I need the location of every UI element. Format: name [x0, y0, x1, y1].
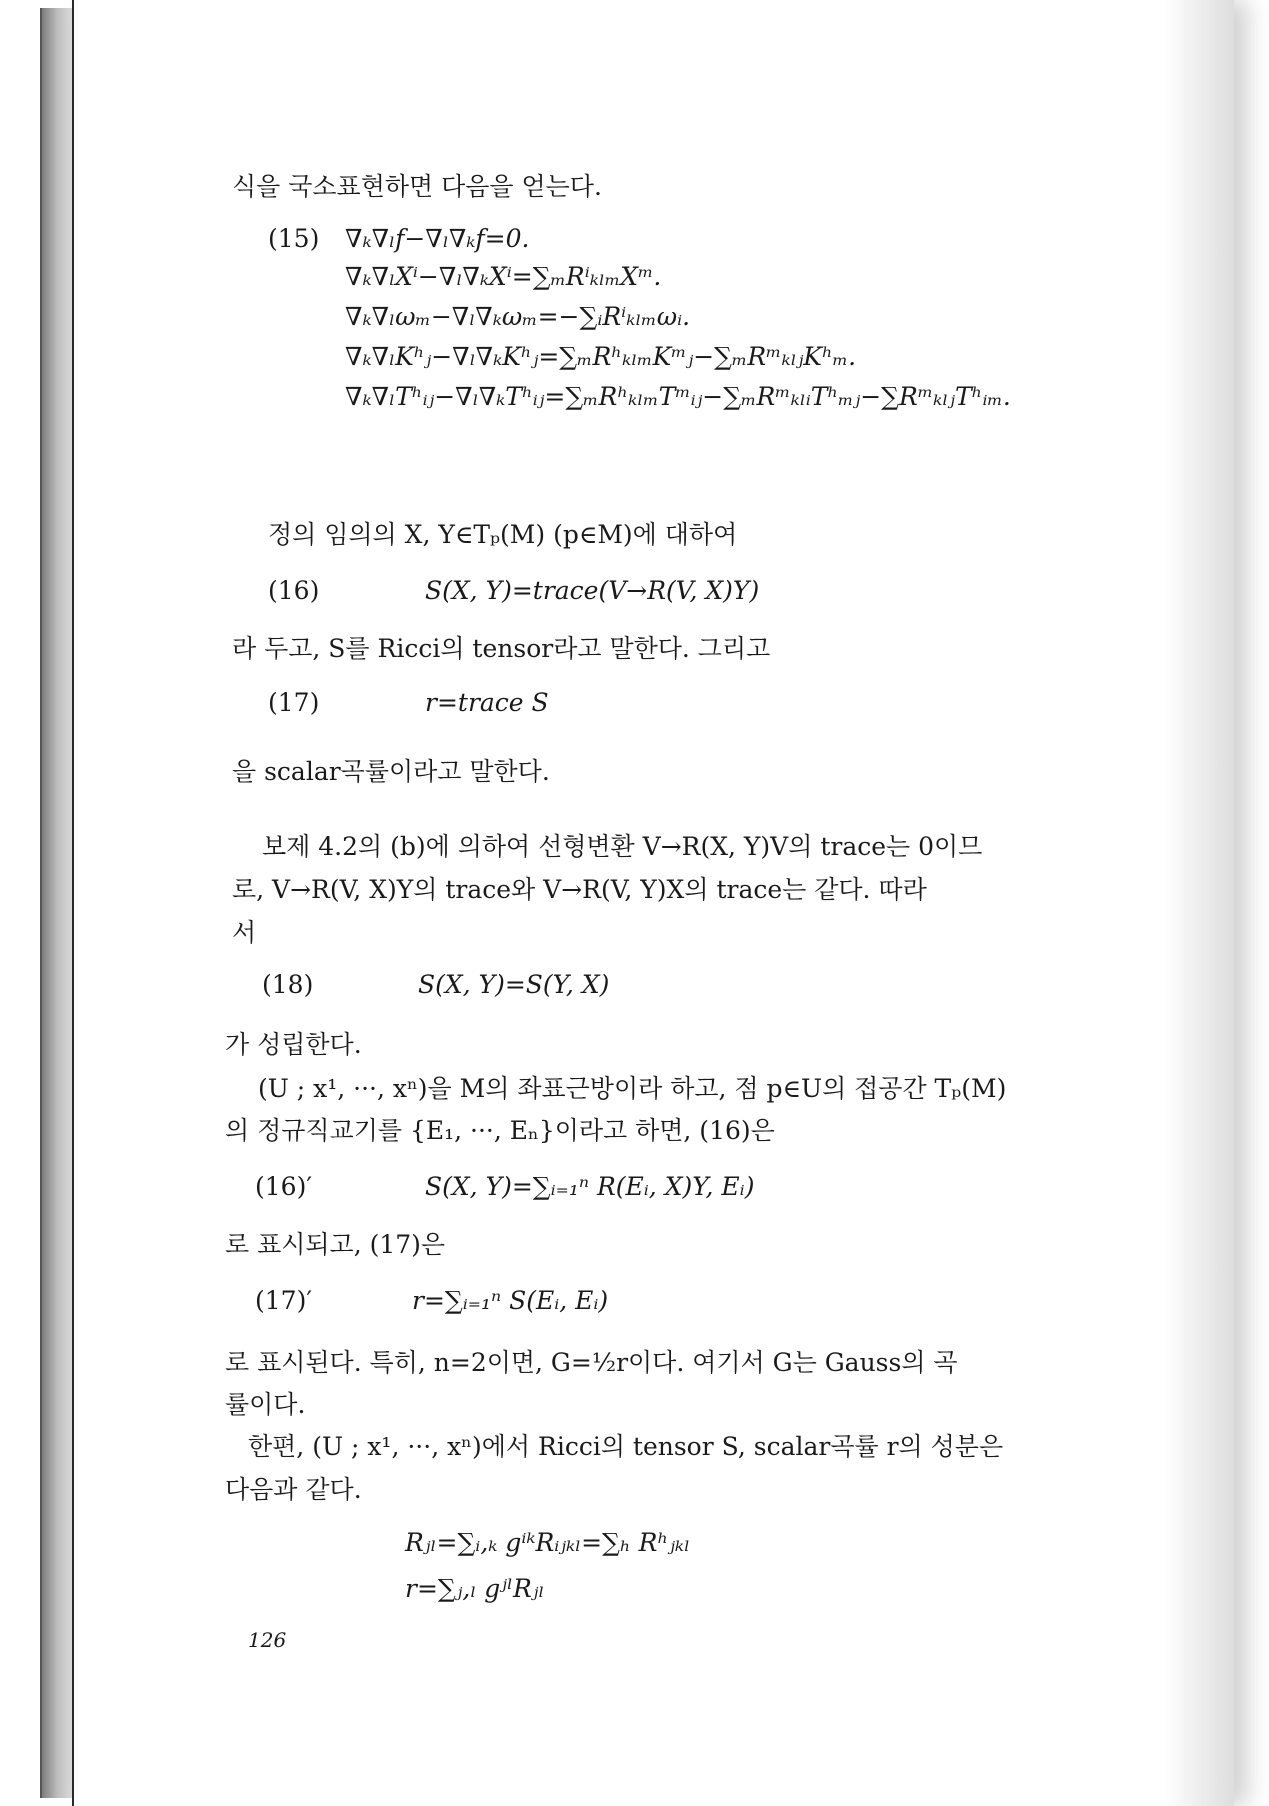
eq17-label: (17) [268, 688, 320, 717]
eq18-label: (18) [262, 970, 314, 999]
para2-line2: 의 정규직교기를 {E₁, ···, Eₙ}이라고 하면, (16)은 [225, 1116, 775, 1145]
para3-line1: 로 표시된다. 특히, n=2이면, G=½r이다. 여기서 G는 Gauss의 곡 [225, 1348, 958, 1377]
eq17p-label: (17)′ [255, 1286, 312, 1315]
para1-line1: 보제 4.2의 (b)에 의하여 선형변환 V→R(X, Y)V의 trace는 0이므 [262, 832, 983, 861]
ricci-line: 라 두고, S를 Ricci의 tensor라고 말한다. 그리고 [232, 634, 771, 663]
para4-line1: 한편, (U ; x¹, ···, xⁿ)에서 Ricci의 tensor S, scalar곡률 r의 성분은 [248, 1432, 1004, 1461]
definition-line: 정의 임의의 X, Y∈Tₚ(M) (p∈M)에 대하여 [268, 520, 738, 549]
para1-line3: 서 [232, 918, 257, 947]
eq18-formula: S(X, Y)=S(Y, X) [418, 970, 610, 999]
eq15-label: (15) [268, 224, 320, 253]
eq15-line1: ∇ₖ∇ₗf−∇ₗ∇ₖf=0. [345, 224, 530, 253]
eq15-line4: ∇ₖ∇ₗKʰⱼ−∇ₗ∇ₖKʰⱼ=∑ₘRʰₖₗₘKᵐⱼ−∑ₘRᵐₖₗⱼKʰₘ. [345, 342, 857, 371]
intro-line: 식을 국소표현하면 다음을 얻는다. [232, 172, 602, 201]
eq15-line5: ∇ₖ∇ₗTʰᵢⱼ−∇ₗ∇ₖTʰᵢⱼ=∑ₘRʰₖₗₘTᵐᵢⱼ−∑ₘRᵐₖₗᵢTʰₘⱼ−∑RᵐₖₗⱼTʰᵢₘ. [345, 382, 1011, 411]
page-number: 126 [248, 1628, 287, 1652]
para3-line2: 률이다. [225, 1390, 306, 1419]
scalar-line: 을 scalar곡률이라고 말한다. [232, 757, 550, 786]
final-eq-ricci: Rⱼₗ=∑ᵢ,ₖ gⁱᵏRᵢⱼₖₗ=∑ₕ Rʰⱼₖₗ [405, 1528, 691, 1557]
eq16-formula: S(X, Y)=trace(V→R(V, X)Y) [425, 576, 760, 605]
eq17-formula: r=trace S [425, 688, 549, 717]
final-eq-scalar: r=∑ⱼ,ₗ gʲˡRⱼₗ [405, 1574, 545, 1603]
eq15-line2: ∇ₖ∇ₗXⁱ−∇ₗ∇ₖXⁱ=∑ₘRⁱₖₗₘXᵐ. [345, 262, 662, 291]
holds-line: 가 성립한다. [225, 1030, 362, 1059]
eq16-label: (16) [268, 576, 320, 605]
eq15-line3: ∇ₖ∇ₗωₘ−∇ₗ∇ₖωₘ=−∑ᵢRⁱₖₗₘωᵢ. [345, 302, 691, 331]
para2-line1: (U ; x¹, ···, xⁿ)을 M의 좌표근방이라 하고, 점 p∈U의 접공간 Tₚ(M) [258, 1074, 1007, 1103]
eq16p-formula: S(X, Y)=∑ᵢ₌₁ⁿ R(Eᵢ, X)Y, Eᵢ) [425, 1172, 755, 1201]
book-spine-edge [40, 8, 76, 1798]
para1-line2: 로, V→R(V, X)Y의 trace와 V→R(V, Y)X의 trace는 같다. 따라 [232, 875, 927, 904]
eq16p-label: (16)′ [255, 1172, 312, 1201]
eq17p-formula: r=∑ᵢ₌₁ⁿ S(Eᵢ, Eᵢ) [412, 1286, 609, 1315]
page-edge-shade [1164, 0, 1234, 1806]
para4-line2: 다음과 같다. [225, 1475, 362, 1504]
shown1-line: 로 표시되고, (17)은 [225, 1230, 446, 1259]
